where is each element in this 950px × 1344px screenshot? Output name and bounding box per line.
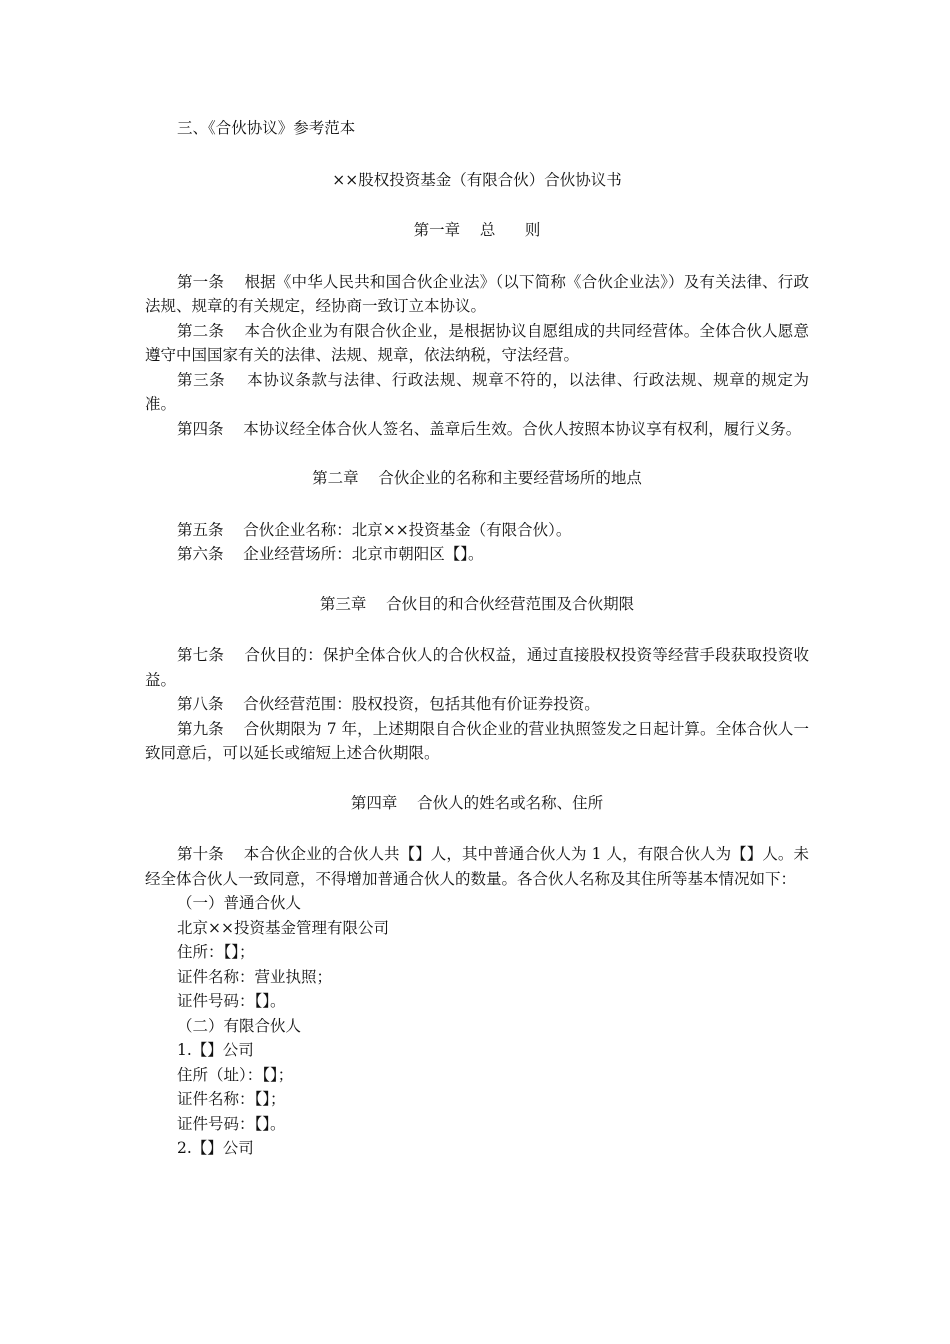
list-item: （二）有限合伙人 bbox=[177, 1016, 302, 1035]
list-item: 住所（址）：【】； bbox=[177, 1065, 294, 1084]
article-5: 第五条 合伙企业名称：北京××投资基金（有限合伙）。 bbox=[177, 520, 572, 539]
article-1: 第一条 根据《中华人民共和国合伙企业法》（以下简称《合伙企业法》）及有关法律、行政法规、规章的有关规定，经协商一致订立本协议。 bbox=[145, 272, 809, 315]
list-item: 证件名称：营业执照； bbox=[177, 967, 333, 986]
chapter-4 bbox=[145, 791, 809, 1161]
list-item: 1.【】公司 bbox=[177, 1041, 254, 1059]
article-8: 第八条 合伙经营范围：股权投资，包括其他有价证券投资。 bbox=[177, 695, 600, 713]
chapter-1 bbox=[145, 218, 809, 441]
list-item: 证件号码：【】。 bbox=[177, 992, 286, 1010]
article-10: 第十条 本合伙企业的合伙人共【】人，其中普通合伙人为 1 人，有限合伙人为【】人。未经全体合伙人一致同意，不得增加普通合伙人的数量。各合伙人名称及其住所等基本情况如下： bbox=[145, 845, 809, 888]
chapter-heading: 第一章 总 则 bbox=[413, 221, 541, 239]
chapter-heading: 第二章 合伙企业的名称和主要经营场所的地点 bbox=[312, 469, 642, 487]
section-label: 三、《合伙协议》参考范本 bbox=[177, 119, 356, 137]
article-4: 第四条 本协议经全体合伙人签名、盖章后生效。合伙人按照本协议享有权利，履行义务。 bbox=[177, 419, 802, 438]
article-2: 第二条 本合伙企业为有限合伙企业，是根据协议自愿组成的共同经营体。全体合伙人愿意遵守中国国家有关的法律、法规、规章，依法纳税，守法经营。 bbox=[145, 321, 809, 364]
article-3: 第三条 本协议条款与法律、行政法规、规章不符的，以法律、行政法规、规章的规定为准。 bbox=[145, 370, 809, 413]
list-item: 证件号码：【】。 bbox=[177, 1114, 286, 1133]
document-title: ××股权投资基金（有限合伙）合伙协议书 bbox=[332, 170, 622, 189]
list-item: 北京××投资基金管理有限公司 bbox=[177, 918, 389, 937]
document-body bbox=[145, 116, 809, 1161]
chapter-2 bbox=[145, 466, 809, 567]
chapter-3 bbox=[145, 592, 809, 766]
chapter-heading: 第三章 合伙目的和合伙经营范围及合伙期限 bbox=[319, 594, 635, 613]
article-6: 第六条 企业经营场所：北京市朝阳区【】。 bbox=[177, 545, 484, 563]
article-7: 第七条 合伙目的：保护全体合伙人的合伙权益，通过直接股权投资等经营手段获取投资收益。 bbox=[145, 646, 809, 689]
list-item: 证件名称：【】； bbox=[177, 1090, 286, 1108]
article-9: 第九条 合伙期限为 7 年，上述期限自合伙企业的营业执照签发之日起计算。全体合伙人一致同意后，可以延长或缩短上述合伙期限。 bbox=[145, 719, 809, 762]
list-item: 住所：【】； bbox=[177, 943, 255, 961]
list-item: 2.【】公司 bbox=[177, 1139, 254, 1157]
chapter-heading: 第四章 合伙人的姓名或名称、住所 bbox=[350, 793, 604, 812]
list-item: （一）普通合伙人 bbox=[177, 894, 302, 912]
